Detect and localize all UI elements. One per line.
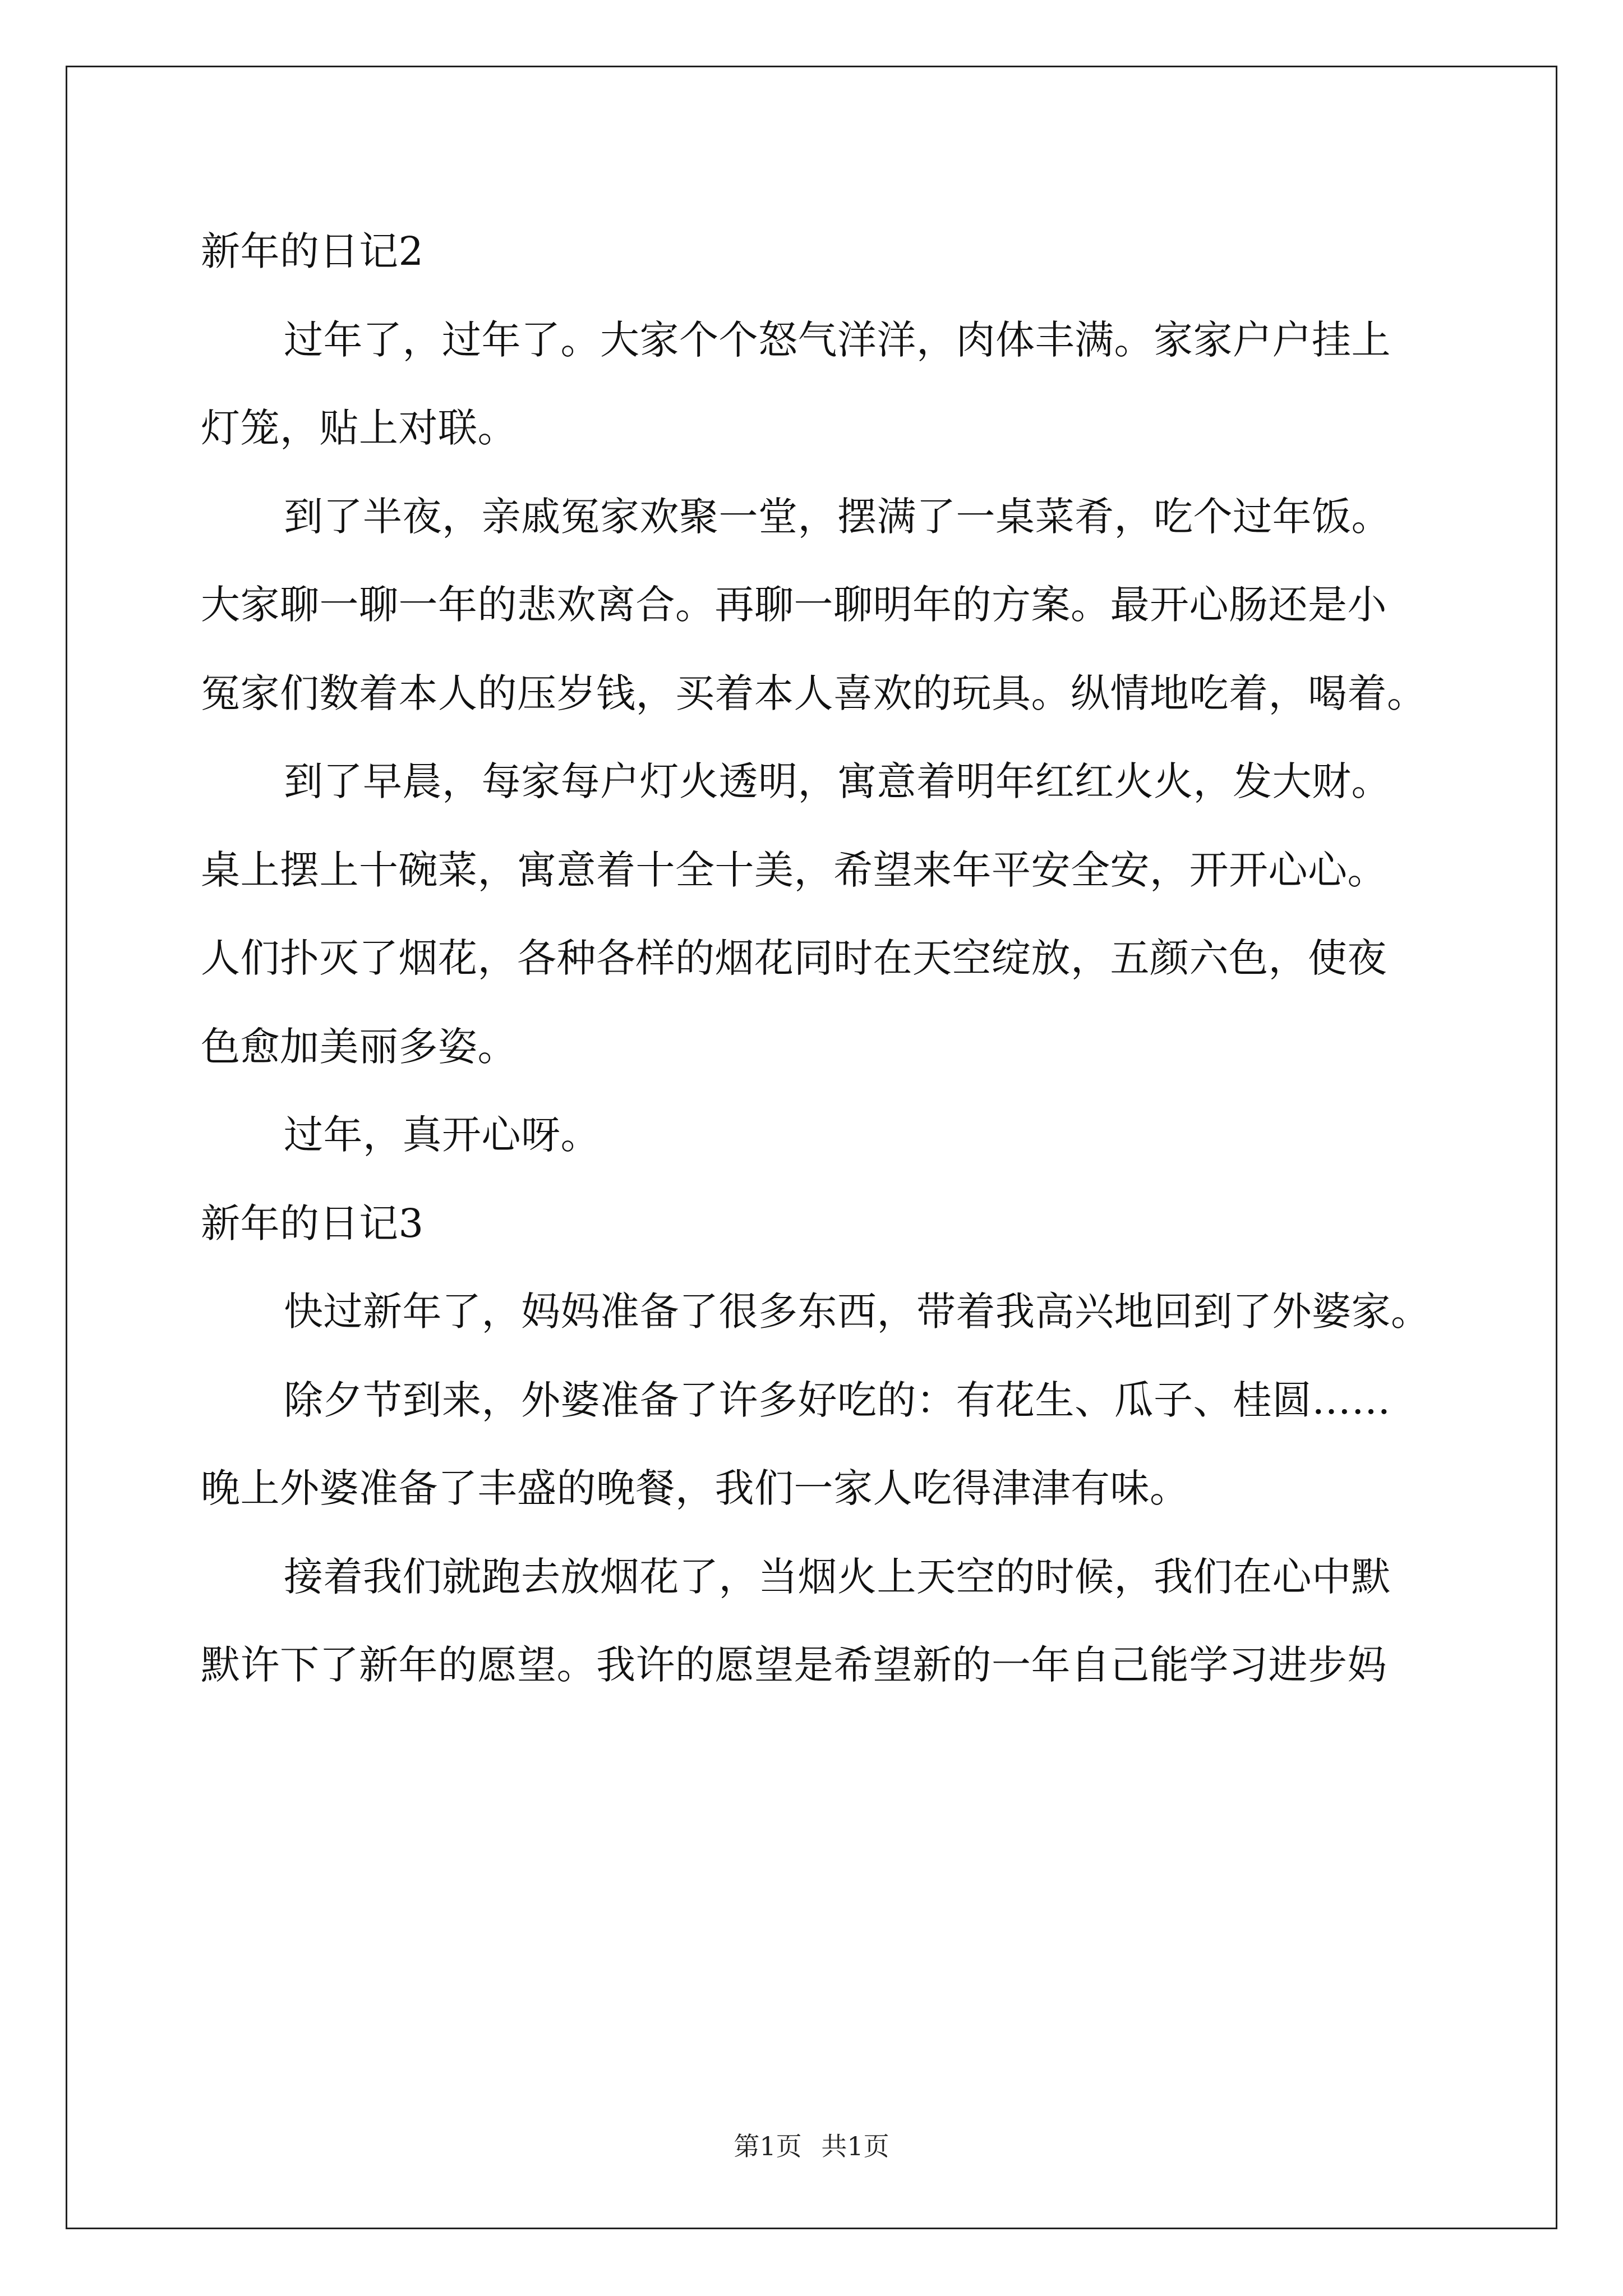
section-title: 新年的日记2 [201,228,424,274]
text-line: 桌上摆上十碗菜，寓意着十全十美，希望来年平安全安，开开心心。 [201,846,1387,893]
text-line: 快过新年了，妈妈准备了很多东西，带着我高兴地回到了外婆家。 [284,1289,1431,1335]
document-body [201,208,1435,1710]
text-line: 除夕节到来，外婆准备了许多好吃的：有花生、瓜子、桂圆…… [284,1377,1391,1423]
page-total: 共1页 [821,2131,889,2161]
page-number: 第1页 [734,2131,802,2161]
text-line: 冤家们数着本人的压岁钱，买着本人喜欢的玩具。纵情地吃着，喝着。 [201,670,1427,716]
text-line: 过年，真开心呀。 [284,1112,600,1158]
text-line: 过年了，过年了。大家个个怒气洋洋，肉体丰满。家家户户挂上 [284,316,1391,363]
text-line: 人们扑灭了烟花，各种各样的烟花同时在天空绽放，五颜六色，使夜 [201,935,1387,981]
section-title: 新年的日记3 [201,1200,424,1246]
text-line: 灯笼，贴上对联。 [201,405,517,451]
text-line: 到了早晨，每家每户灯火透明，寓意着明年红红火火，发大财。 [284,758,1391,804]
text-line: 大家聊一聊一年的悲欢离合。再聊一聊明年的方案。最开心肠还是小 [201,582,1387,628]
text-line: 晚上外婆准备了丰盛的晚餐，我们一家人吃得津津有味。 [201,1465,1189,1511]
page-footer [0,2126,1623,2163]
text-line: 默许下了新年的愿望。我许的愿望是希望新的一年自己能学习进步妈 [201,1642,1387,1688]
text-line: 色愈加美丽多姿。 [201,1023,517,1070]
text-line: 到了半夜，亲戚冤家欢聚一堂，摆满了一桌菜肴，吃个过年饭。 [284,493,1391,540]
text-line: 接着我们就跑去放烟花了，当烟火上天空的时候，我们在心中默 [284,1553,1391,1600]
